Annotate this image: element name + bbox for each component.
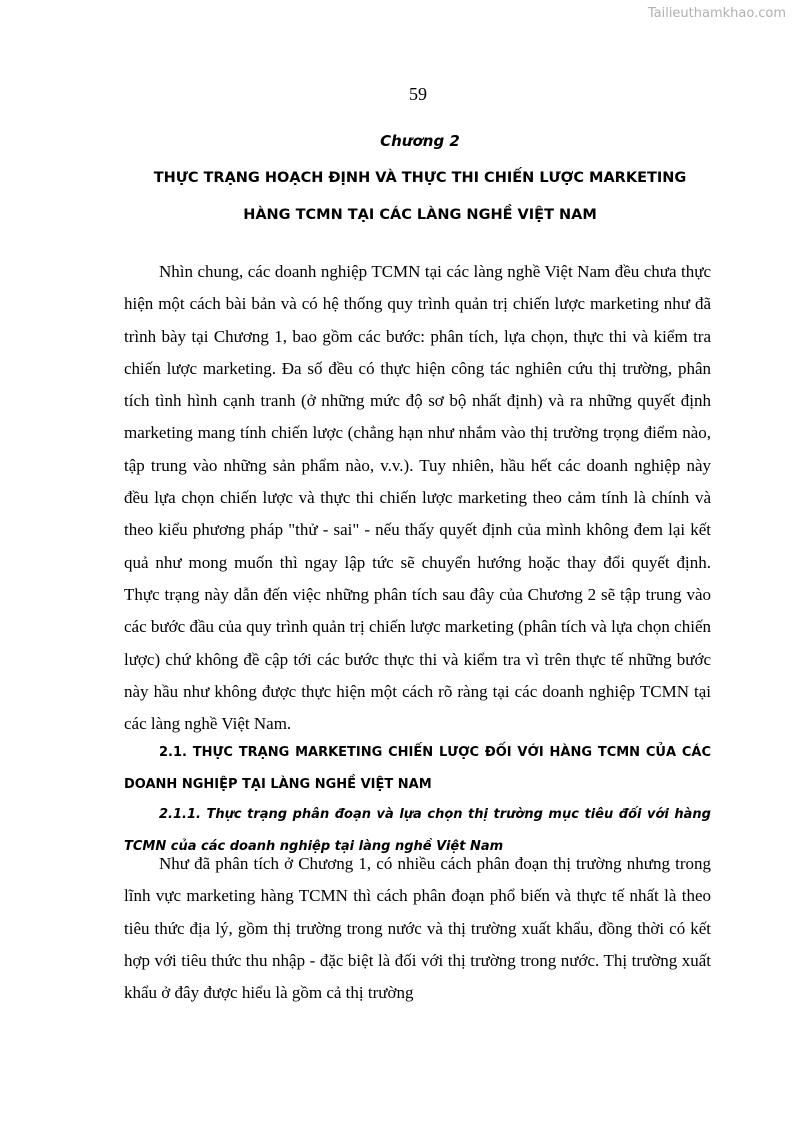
chapter-label: Chương 2 (380, 132, 460, 150)
intro-paragraph-block (124, 256, 711, 740)
segmentation-paragraph: Như đã phân tích ở Chương 1, có nhiều cách phân đoạn thị trường nhưng trong lĩnh vực marketing hàng TCMN thì cách phân đoạn phổ biến và thực tế nhất là theo tiêu thức địa lý, gồm thị trường trong nước và thị trường xuất khẩu, đồng thời có kết hợp với tiêu thức thu nhập - đặc biệt là đối với thị trường trong nước. Thị trường xuất khẩu ở đây được hiểu là gồm cả thị trường (124, 854, 711, 1003)
chapter-title-line-2: HÀNG TCMN TẠI CÁC LÀNG NGHỀ VIỆT NAM (243, 207, 597, 223)
section-heading-2-1: 2.1. THỰC TRẠNG MARKETING CHIẾN LƯỢC ĐỐI VỚI HÀNG TCMN CỦA CÁC DOANH NGHIỆP TẠI LÀNG NGHỀ VIỆT NAM (124, 745, 711, 793)
section-heading-2-1-1: 2.1.1. Thực trạng phân đoạn và lựa chọn thị trường mục tiêu đối với hàng TCMN của các doanh nghiệp tại làng nghề Việt Nam (124, 807, 711, 855)
chapter-title-line-1: THỰC TRẠNG HOẠCH ĐỊNH VÀ THỰC THI CHIẾN LƯỢC MARKETING (153, 170, 687, 186)
page-number: 59 (409, 84, 427, 104)
watermark: Tailieuthamkhao.com (647, 6, 786, 21)
segmentation-paragraph-block (124, 848, 711, 1010)
intro-paragraph: Nhìn chung, các doanh nghiệp TCMN tại các làng nghề Việt Nam đều chưa thực hiện một cách bài bản và có hệ thống quy trình quản trị chiến lược marketing như đã trình bày tại Chương 1, bao gồm các bước: phân tích, lựa chọn, thực thi và kiểm tra chiến lược marketing. Đa số đều có thực hiện công tác nghiên cứu thị trường, phân tích tình hình cạnh tranh (ở những mức độ sơ bộ nhất định) và ra những quyết định marketing mang tính chiến lược (chẳng hạn như nhắm vào thị trường trọng điểm nào, tập trung vào những sản phẩm nào, v.v.). Tuy nhiên, hầu hết các doanh nghiệp này đều lựa chọn chiến lược và thực thi chiến lược marketing theo cảm tính là chính và theo kiểu phương pháp "thử - sai" - nếu thấy quyết định của mình không đem lại kết quả như mong muốn thì ngay lập tức sẽ chuyển hướng hoặc thay đổi quyết định. Thực trạng này dẫn đến việc những phân tích sau đây của Chương 2 sẽ tập trung vào các bước đầu của quy trình quản trị chiến lược marketing (phân tích và lựa chọn chiến lược) chứ không đề cập tới các bước thực thi và kiểm tra vì trên thực tế những bước này hầu như không được thực hiện một cách rõ ràng tại các doanh nghiệp TCMN tại các làng nghề Việt Nam. (124, 262, 711, 734)
